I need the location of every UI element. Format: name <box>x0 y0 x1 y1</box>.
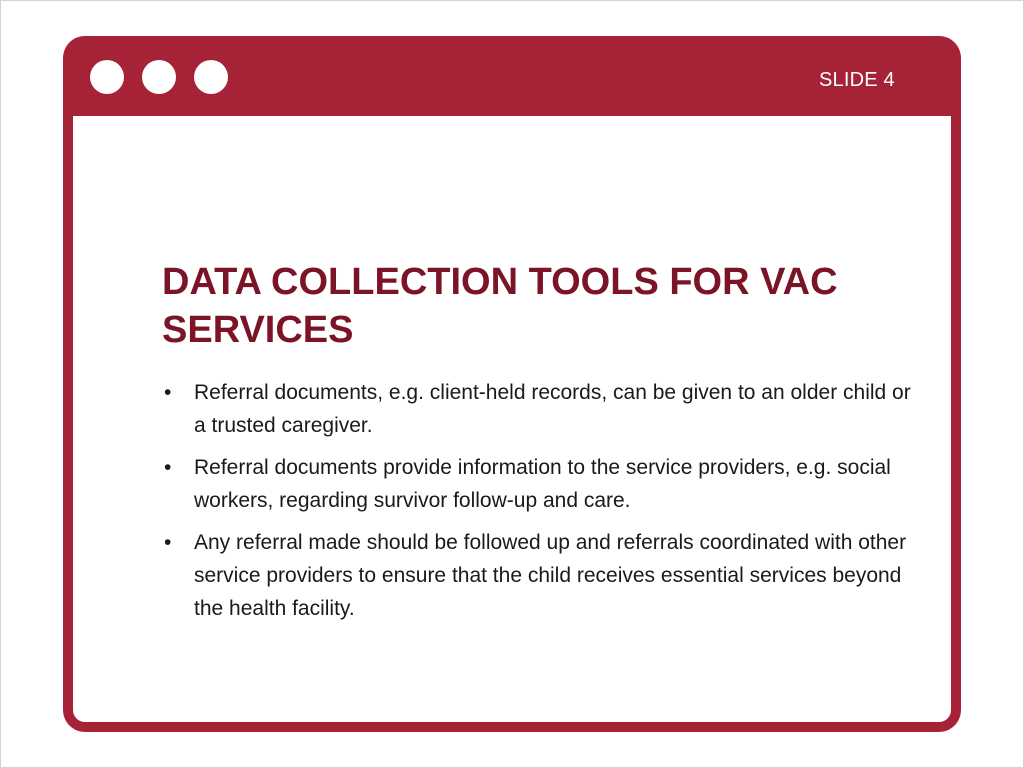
bullet-text: Referral documents, e.g. client-held records, can be given to an older child or a trusted caregiver. <box>194 381 911 437</box>
bullet-item <box>162 451 922 517</box>
bullet-item <box>162 526 922 625</box>
slide-title: DATA COLLECTION TOOLS FOR VAC SERVICES <box>162 261 838 351</box>
slide-number: SLIDE 4 <box>819 69 895 91</box>
window-dot-2-icon <box>142 60 176 94</box>
bullet-dot-icon: • <box>164 531 172 554</box>
window-dot-3-icon <box>194 60 228 94</box>
bullet-item <box>162 376 922 442</box>
bullet-list <box>162 376 922 634</box>
bullet-dot-icon: • <box>164 456 172 479</box>
bullet-dot-icon: • <box>164 381 172 404</box>
window-dot-1-icon <box>90 60 124 94</box>
bullet-text: Any referral made should be followed up and referrals coordinated with other service providers to ensure that the child receives essential services beyond the health facility. <box>194 531 907 620</box>
bullet-text: Referral documents provide information to the service providers, e.g. social workers, regarding survivor follow-up and care. <box>194 456 891 512</box>
